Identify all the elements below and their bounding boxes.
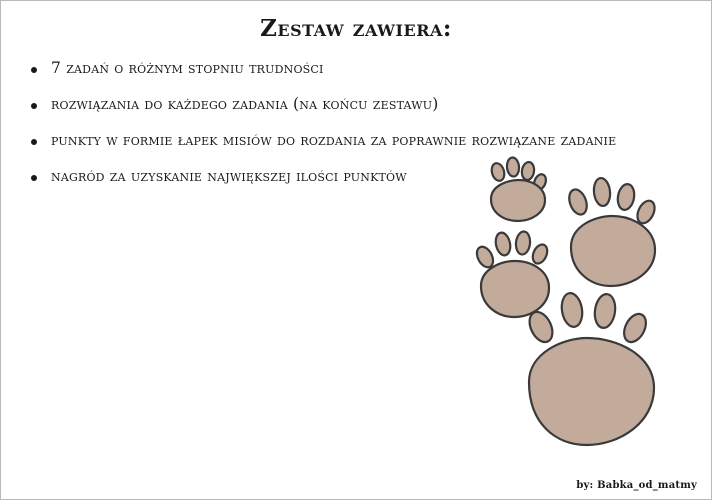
bear-paw-prints-icon <box>469 147 709 477</box>
page-title: Zestaw zawiera: <box>260 15 452 42</box>
list-item: rozwiązania do każdego zadania (na końcu zestawu) <box>31 96 711 113</box>
list-item: punkty w formie łapek misiów do rozdania za poprawnie rozwiązane zadanie <box>31 132 711 149</box>
list-item: 7 zadań o różnym stopniu trudności <box>31 60 711 77</box>
credit-text: by: Babka_od_matmy <box>576 480 697 491</box>
list-item: nagród za uzyskanie największej ilości punktów <box>31 168 711 185</box>
